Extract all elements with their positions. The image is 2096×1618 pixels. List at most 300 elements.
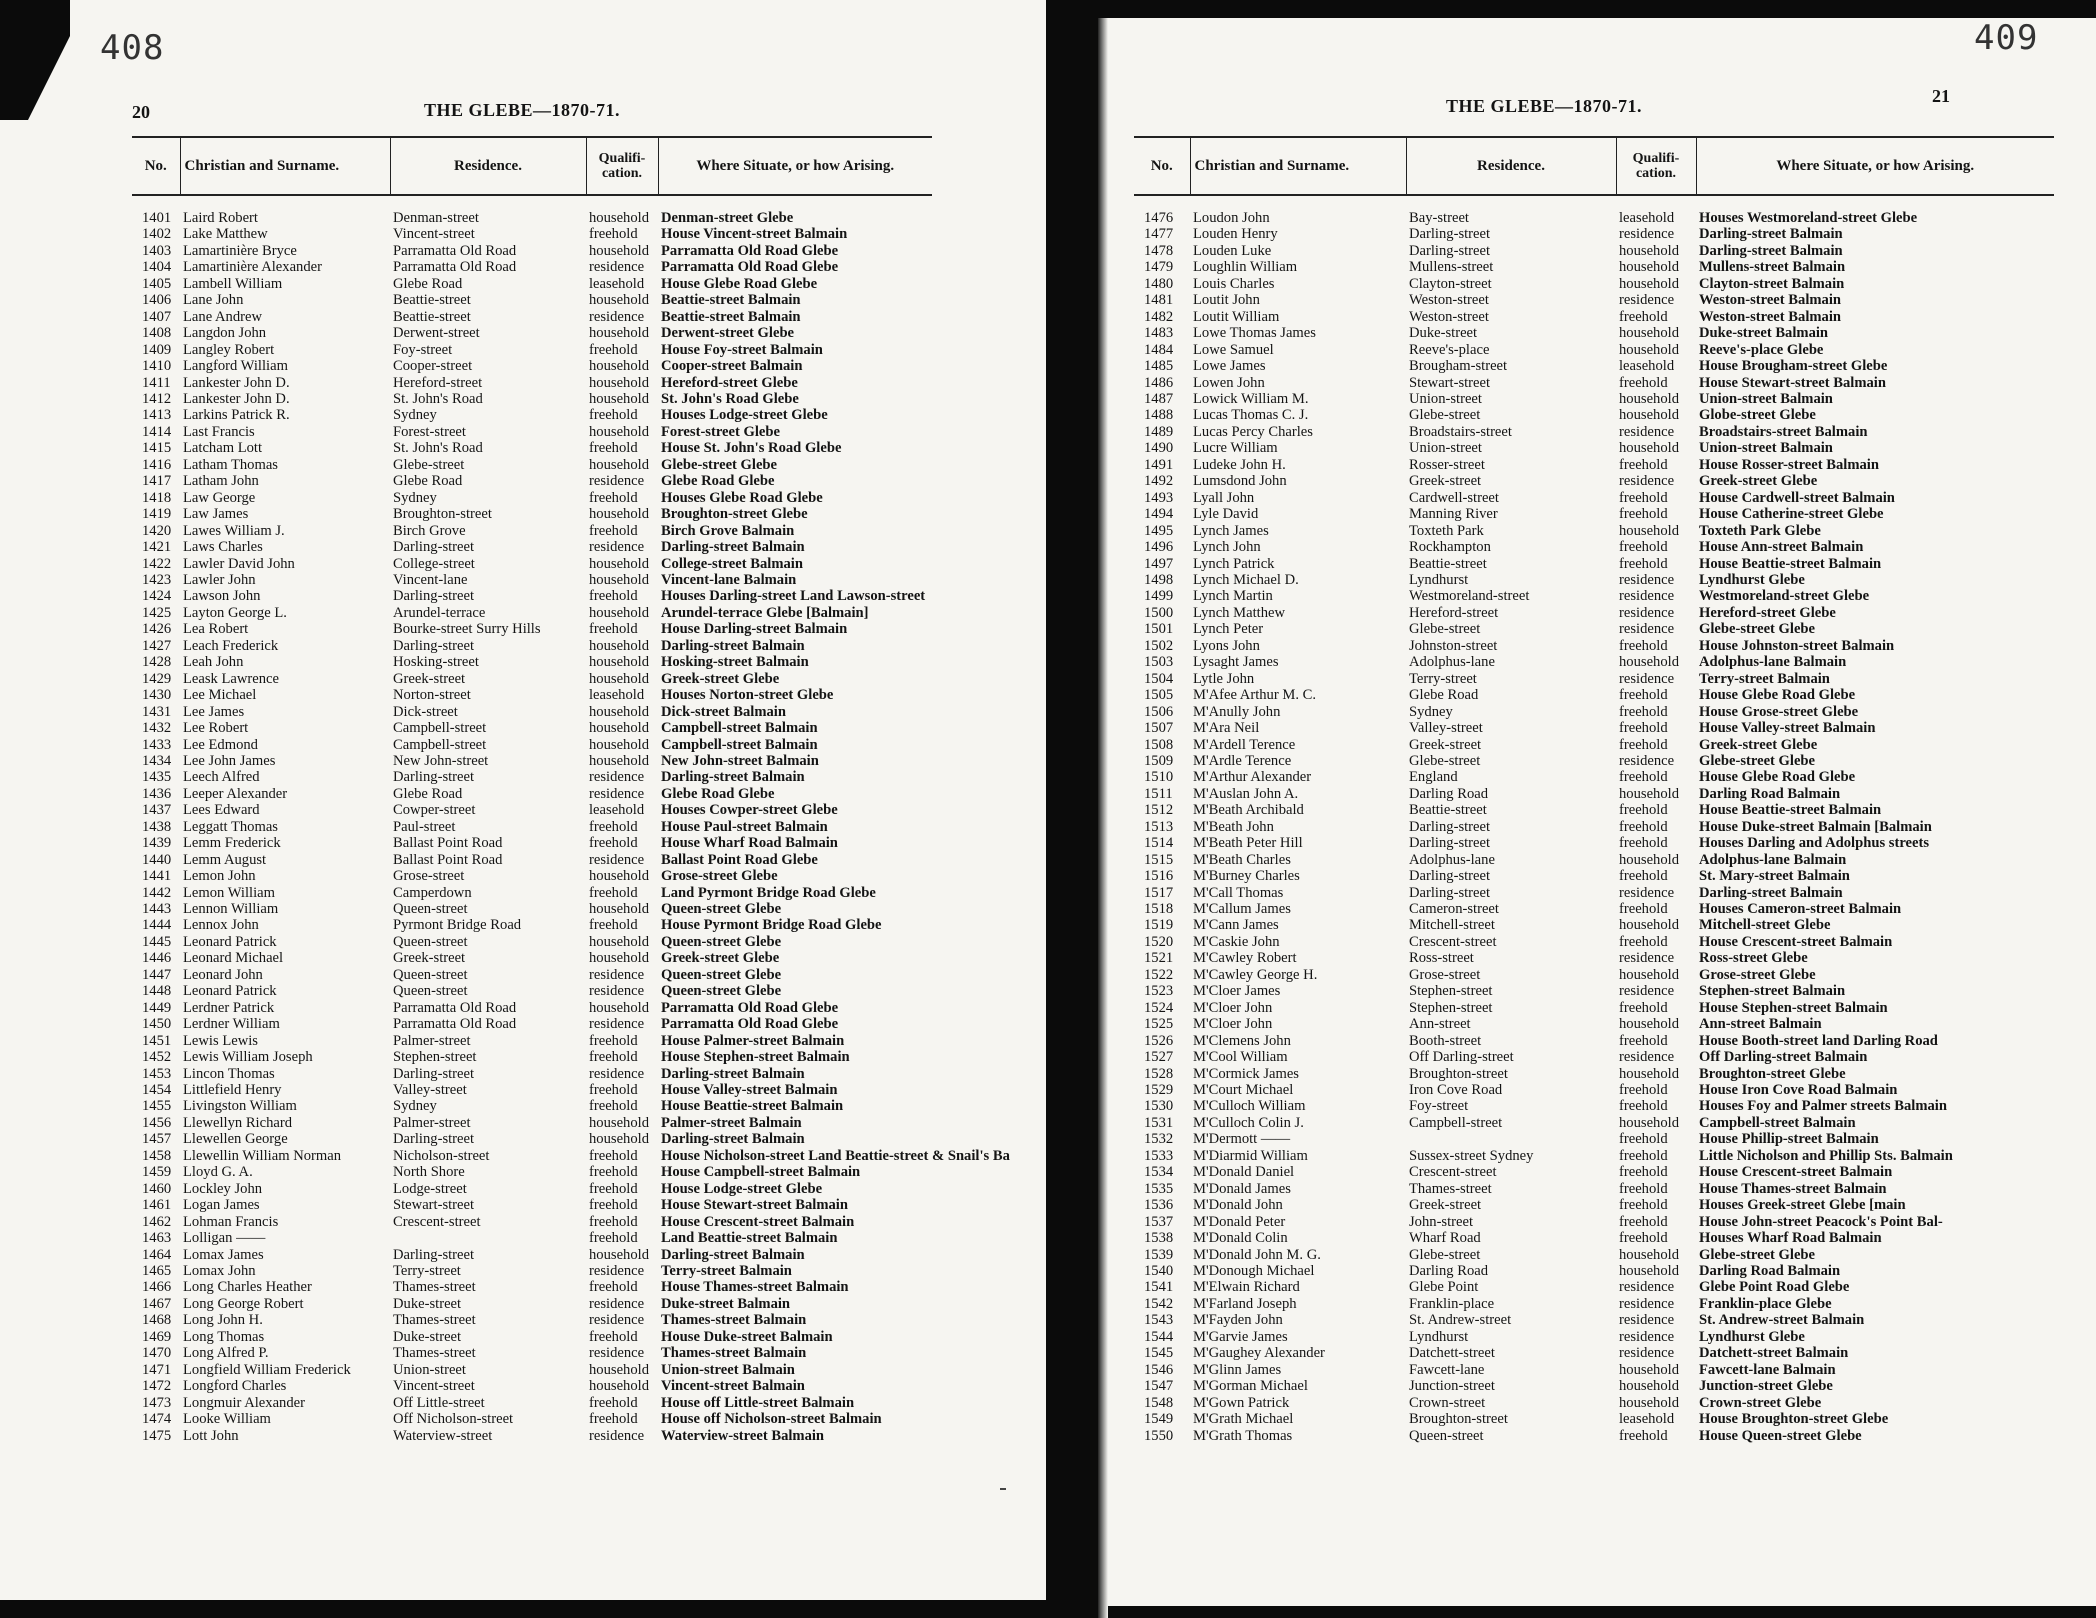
where-situate: Globe-street Glebe [1699, 407, 1816, 424]
folio-number: 409 [1974, 18, 2039, 58]
elector-name: Leggatt Thomas [183, 818, 278, 835]
qualification: household [1619, 242, 1679, 259]
entry-number: 1433 [142, 736, 172, 753]
table-row [132, 1098, 932, 1114]
where-situate: St. Andrew-street Balmain [1699, 1312, 1865, 1329]
table-row [1134, 1131, 2054, 1147]
elector-name: M'Beath Peter Hill [1193, 835, 1303, 852]
qualification: household [1619, 390, 1679, 407]
qualification: residence [589, 473, 645, 490]
elector-name: Lamartinière Alexander [183, 259, 322, 276]
residence: Lyndhurst [1409, 1328, 1469, 1345]
where-situate: College-street Balmain [661, 555, 803, 572]
where-situate: House Darling-street Balmain [661, 621, 848, 638]
entry-number: 1407 [142, 308, 172, 325]
where-situate: Duke-street Balmain [661, 1295, 791, 1312]
qualification: freehold [1619, 1131, 1668, 1148]
entry-number: 1538 [1144, 1230, 1174, 1247]
table-row [132, 588, 932, 604]
where-situate: Darling-street Balmain [1699, 226, 1843, 243]
entry-number: 1540 [1144, 1263, 1174, 1279]
residence: North Shore [393, 1164, 465, 1181]
where-situate: Glebe-street Glebe [1699, 1246, 1816, 1263]
elector-name: Lyons John [1193, 637, 1260, 654]
where-situate: Darling-street Balmain [661, 539, 805, 556]
qualification: freehold [1619, 374, 1668, 391]
elector-name: Lerdner Patrick [183, 999, 275, 1016]
page-title: THE GLEBE—1870-71. [424, 100, 621, 120]
entry-number: 1518 [1144, 901, 1174, 918]
entry-number: 1498 [1144, 571, 1174, 588]
qualification: household [589, 1131, 649, 1148]
elector-name: Lane Andrew [183, 308, 263, 325]
residence: Vincent-street [393, 1378, 475, 1395]
entry-number: 1419 [142, 506, 172, 523]
residence: Denman-street [393, 210, 479, 226]
elector-name: Law James [183, 506, 249, 523]
entry-number: 1461 [142, 1197, 172, 1214]
qualification: freehold [1619, 687, 1668, 704]
where-situate: Darling-street Balmain [661, 637, 805, 654]
where-situate: Houses Lodge-street Glebe [661, 407, 828, 424]
entry-number: 1448 [142, 983, 172, 1000]
entry-number: 1440 [142, 851, 172, 868]
elector-name: Long Alfred P. [183, 1345, 269, 1362]
where-situate: House Beattie-street Balmain [661, 1098, 844, 1115]
page-number: 20 [132, 102, 150, 122]
where-situate: Terry-street Balmain [1699, 670, 1830, 687]
residence: Duke-street [393, 1328, 462, 1345]
table-row [1134, 671, 2054, 687]
residence: Thames-street [393, 1279, 476, 1296]
table-row [1134, 819, 2054, 835]
where-situate: Union-street Balmain [1699, 440, 1833, 457]
residence: Weston-street [1409, 292, 1489, 309]
residence: Thames-street [1409, 1180, 1492, 1197]
where-situate: Parramatta Old Road Glebe [661, 259, 839, 276]
col-header-no: No. [1134, 137, 1190, 195]
entry-number: 1449 [142, 999, 172, 1016]
elector-name: Lomax James [183, 1246, 264, 1263]
qualification: residence [1619, 292, 1675, 309]
table-row [132, 885, 932, 901]
entry-number: 1473 [142, 1394, 172, 1411]
where-situate: House Cardwell-street Balmain [1699, 489, 1895, 506]
elector-name: Latham John [183, 473, 259, 490]
table-row [132, 1378, 932, 1394]
elector-name: M'Elwain Richard [1193, 1279, 1300, 1296]
where-situate: Duke-street Balmain [1699, 325, 1829, 342]
where-situate: Derwent-street Glebe [661, 325, 795, 342]
residence: Thames-street [393, 1345, 476, 1362]
residence: Iron Cove Road [1409, 1082, 1503, 1099]
elector-name: M'Cloer John [1193, 1016, 1273, 1033]
entry-number: 1415 [142, 440, 172, 457]
entry-number: 1431 [142, 703, 172, 720]
table-row [1134, 1197, 2054, 1213]
where-situate: Broughton-street Glebe [1699, 1065, 1846, 1082]
gutter-shadow [1098, 18, 1108, 1618]
entry-number: 1516 [1144, 868, 1174, 885]
elector-name: Longford Charles [183, 1378, 287, 1395]
entry-number: 1523 [1144, 983, 1174, 1000]
table-row [1134, 1033, 2054, 1049]
elector-name: Larkins Patrick R. [183, 407, 290, 424]
residence: Broadstairs-street [1409, 423, 1512, 440]
elector-name: Lane John [183, 292, 244, 309]
residence: Glebe Point [1409, 1279, 1479, 1296]
residence: Crescent-street [1409, 933, 1497, 950]
elector-name: Lynch John [1193, 539, 1261, 556]
qualification: household [589, 506, 649, 523]
elector-name: Loutit John [1193, 292, 1260, 309]
where-situate: Houses Cameron-street Balmain [1699, 901, 1902, 918]
entry-number: 1453 [142, 1065, 172, 1082]
qualification: residence [1619, 1345, 1675, 1362]
where-situate: House Stephen-street Balmain [661, 1049, 850, 1066]
residence: Darling-street [1409, 226, 1491, 243]
where-situate: House Pyrmont Bridge Road Glebe [661, 917, 882, 934]
entry-number: 1446 [142, 950, 172, 967]
qualification: residence [589, 308, 645, 325]
residence: Sydney [393, 1098, 437, 1115]
entry-number: 1544 [1144, 1328, 1174, 1345]
elector-name: Lewis William Joseph [183, 1049, 313, 1066]
table-row [132, 1016, 932, 1032]
where-situate: House Beattie-street Balmain [1699, 802, 1882, 819]
residence: Ballast Point Road [393, 835, 503, 852]
where-situate: House Crescent-street Balmain [1699, 933, 1893, 950]
table-row [1134, 901, 2054, 917]
elector-name: M'Fayden John [1193, 1312, 1283, 1329]
entry-number: 1499 [1144, 588, 1174, 605]
entry-number: 1466 [142, 1279, 172, 1296]
where-situate: St. John's Road Glebe [661, 390, 799, 407]
qualification: freehold [589, 226, 638, 243]
table-row [132, 1082, 932, 1098]
residence: Nicholson-street [393, 1147, 490, 1164]
where-situate: House Paul-street Balmain [661, 818, 828, 835]
residence: Thames-street [393, 1312, 476, 1329]
entry-number: 1471 [142, 1361, 172, 1378]
table-row [1134, 1296, 2054, 1312]
entry-number: 1432 [142, 720, 172, 737]
elector-name: M'Beath John [1193, 818, 1274, 835]
residence: Stephen-street [1409, 983, 1493, 1000]
qualification: household [1619, 407, 1679, 424]
where-situate: House Nicholson-street Land Beattie-street & Snail's Ba [661, 1147, 1010, 1164]
qualification: freehold [1619, 818, 1668, 835]
elector-name: Leach Frederick [183, 637, 279, 654]
entry-number: 1468 [142, 1312, 172, 1329]
residence [1406, 1131, 1616, 1147]
elector-name: Loudon John [1193, 210, 1270, 226]
table-row [132, 704, 932, 720]
table-row [1134, 276, 2054, 292]
elector-name: Lott John [183, 1427, 239, 1444]
table-row [132, 1411, 932, 1427]
residence: Wharf Road [1409, 1230, 1481, 1247]
entry-number: 1409 [142, 341, 172, 358]
residence: Bourke-street Surry Hills [393, 621, 541, 638]
table-row [132, 950, 932, 966]
table-row [132, 1066, 932, 1082]
qualification: household [1619, 1394, 1679, 1411]
where-situate: Darling-street Balmain [1699, 242, 1843, 259]
residence: Parramatta Old Road [393, 259, 517, 276]
elector-name: Loutit William [1193, 308, 1280, 325]
entry-number: 1550 [1144, 1427, 1174, 1444]
qualification: household [589, 390, 649, 407]
register-table [132, 136, 1010, 1444]
elector-name: Lockley John [183, 1180, 263, 1197]
where-situate: House Glebe Road Glebe [1699, 769, 1856, 786]
entry-number: 1549 [1144, 1411, 1174, 1428]
residence: Broughton-street [393, 506, 492, 523]
residence: Queen-street [1409, 1427, 1484, 1444]
qualification: freehold [1619, 933, 1668, 950]
elector-name: Longmuir Alexander [183, 1394, 305, 1411]
qualification: residence [1619, 423, 1675, 440]
table-row [1134, 358, 2054, 374]
entry-number: 1505 [1144, 687, 1174, 704]
where-situate: Parramatta Old Road Glebe [661, 999, 839, 1016]
qualification: freehold [589, 341, 638, 358]
qualification: leasehold [1619, 1411, 1675, 1428]
table-row [132, 1181, 932, 1197]
qualification: residence [589, 1312, 645, 1329]
qualification: freehold [1619, 736, 1668, 753]
where-situate: Thames-street Balmain [661, 1312, 807, 1329]
qualification: household [589, 374, 649, 391]
where-situate: Fawcett-lane Balmain [1699, 1361, 1836, 1378]
residence: Parramatta Old Road [393, 999, 517, 1016]
where-situate: Darling-street Balmain [661, 1131, 805, 1148]
residence: Foy-street [393, 341, 453, 358]
elector-name: Lucas Thomas C. J. [1193, 407, 1309, 424]
where-situate: House Phillip-street Balmain [1699, 1131, 1879, 1148]
table-row [132, 1214, 932, 1230]
elector-name: M'Cloer John [1193, 999, 1273, 1016]
table-row [132, 654, 932, 670]
where-situate: House Crescent-street Balmain [661, 1213, 855, 1230]
qualification: freehold [1619, 1032, 1668, 1049]
residence: Queen-street [393, 966, 468, 983]
residence [390, 1230, 586, 1246]
where-situate: Vincent-lane Balmain [661, 571, 797, 588]
residence: Glebe Road [393, 785, 463, 802]
qualification: residence [589, 539, 645, 556]
elector-name: Lowe James [1193, 358, 1266, 375]
entry-number: 1439 [142, 835, 172, 852]
residence: Darling-street [393, 539, 475, 556]
elector-name: M'Donald James [1193, 1180, 1291, 1197]
where-situate: House Stewart-street Balmain [1699, 374, 1886, 391]
table-row [132, 1345, 932, 1361]
entry-number: 1477 [1144, 226, 1174, 243]
qualification: freehold [1619, 637, 1668, 654]
elector-name: M'Culloch Colin J. [1193, 1114, 1304, 1131]
qualification: freehold [589, 1164, 638, 1181]
entry-number: 1517 [1144, 884, 1174, 901]
residence: Queen-street [393, 933, 468, 950]
residence: Arundel-terrace [393, 604, 486, 621]
elector-name: Long John H. [183, 1312, 263, 1329]
residence: Palmer-street [393, 1032, 471, 1049]
residence: Toxteth Park [1409, 522, 1484, 539]
entry-number: 1546 [1144, 1361, 1174, 1378]
where-situate: Vincent-street Balmain [661, 1378, 805, 1395]
qualification: freehold [589, 407, 638, 424]
where-situate: Greek-street Glebe [1699, 736, 1818, 753]
residence: Darling-street [393, 1131, 475, 1148]
qualification: freehold [589, 588, 638, 605]
where-situate: House Beattie-street Balmain [1699, 555, 1882, 572]
table-row [1134, 621, 2054, 637]
residence: Union-street [393, 1361, 466, 1378]
elector-name: Latcham Lott [183, 440, 263, 457]
residence: Rosser-street [1409, 456, 1485, 473]
elector-name: Lambell William [183, 275, 283, 292]
entry-number: 1423 [142, 571, 172, 588]
elector-name: Last Francis [183, 423, 255, 440]
qualification: household [589, 292, 649, 309]
elector-name: Logan James [183, 1197, 260, 1214]
residence: Booth-street [1409, 1032, 1482, 1049]
table-row [132, 802, 932, 818]
col-header-qualification: Qualifi-cation. [586, 137, 658, 195]
entry-number: 1535 [1144, 1180, 1174, 1197]
where-situate: Darling-street Balmain [661, 769, 805, 786]
elector-name: Lemon William [183, 884, 275, 901]
table-row [132, 983, 932, 999]
entry-number: 1442 [142, 884, 172, 901]
where-situate: Hereford-street Glebe [1699, 604, 1836, 621]
entry-number: 1520 [1144, 933, 1174, 950]
residence: Greek-street [1409, 473, 1482, 490]
entry-number: 1462 [142, 1213, 172, 1230]
residence: Off Nicholson-street [393, 1411, 514, 1428]
residence: Darling-street [1409, 818, 1491, 835]
entry-number: 1411 [142, 374, 171, 391]
elector-name: Lea Robert [183, 621, 249, 638]
where-situate: Little Nicholson and Phillip Sts. Balmain [1699, 1147, 1953, 1164]
qualification: household [589, 703, 649, 720]
where-situate: Ballast Point Road Glebe [661, 851, 818, 868]
where-situate: House Valley-street Balmain [661, 1082, 838, 1099]
elector-name: Llewellyn Richard [183, 1114, 293, 1131]
elector-name: M'Burney Charles [1193, 868, 1300, 885]
elector-name: Lyall John [1193, 489, 1255, 506]
residence: Queen-street [393, 901, 468, 918]
entry-number: 1436 [142, 785, 172, 802]
qualification: household [589, 1361, 649, 1378]
elector-name: Looke William [183, 1411, 271, 1428]
qualification: freehold [1619, 489, 1668, 506]
table-row [1134, 687, 2054, 703]
table-row [1134, 885, 2054, 901]
qualification: residence [1619, 1312, 1675, 1329]
qualification: freehold [1619, 1230, 1668, 1247]
elector-name: Lennon William [183, 901, 279, 918]
residence: Glebe Road [393, 275, 463, 292]
entry-number: 1456 [142, 1114, 172, 1131]
residence: Johnston-street [1409, 637, 1498, 654]
qualification: freehold [1619, 1098, 1668, 1115]
where-situate: Weston-street Balmain [1699, 308, 1842, 325]
entry-number: 1420 [142, 522, 172, 539]
where-situate: Darling-street Balmain [1699, 884, 1843, 901]
entry-number: 1463 [142, 1230, 172, 1247]
residence: Parramatta Old Road [393, 1016, 517, 1033]
qualification: freehold [1619, 1082, 1668, 1099]
entry-number: 1421 [142, 539, 172, 556]
header-row [132, 137, 932, 195]
qualification: freehold [589, 522, 638, 539]
qualification: household [589, 1246, 649, 1263]
elector-name: Lerdner William [183, 1016, 280, 1033]
elector-name: Llewellen George [183, 1131, 288, 1148]
entry-number: 1548 [1144, 1394, 1174, 1411]
table-row [132, 440, 932, 456]
where-situate: Houses Foy and Palmer streets Balmain [1699, 1098, 1947, 1115]
table-row [132, 226, 932, 242]
elector-name: Layton George L. [183, 604, 287, 621]
where-situate: Parramatta Old Road Glebe [661, 1016, 839, 1033]
elector-name: M'Dermott —— [1193, 1131, 1291, 1148]
elector-name: M'Cool William [1193, 1049, 1288, 1066]
table-row [1134, 802, 2054, 818]
table-row [132, 786, 932, 802]
entry-number: 1405 [142, 275, 172, 292]
where-situate: House Stephen-street Balmain [1699, 999, 1888, 1016]
entry-number: 1458 [142, 1147, 172, 1164]
elector-name: Lynch Martin [1193, 588, 1273, 605]
table-row [132, 309, 932, 325]
qualification: household [589, 358, 649, 375]
entry-number: 1428 [142, 654, 172, 671]
table-row [1134, 1345, 2054, 1361]
elector-name: Lucas Percy Charles [1193, 423, 1313, 440]
elector-name: Leonard Patrick [183, 933, 277, 950]
qualification: residence [589, 983, 645, 1000]
qualification: residence [1619, 670, 1675, 687]
elector-name: M'Ara Neil [1193, 720, 1260, 737]
qualification: residence [589, 851, 645, 868]
entry-number: 1450 [142, 1016, 172, 1033]
entry-number: 1464 [142, 1246, 172, 1263]
table-row [1134, 1098, 2054, 1114]
where-situate: House Crescent-street Balmain [1699, 1164, 1893, 1181]
elector-name: Lee John James [183, 752, 276, 769]
qualification: household [1619, 917, 1679, 934]
entry-number: 1451 [142, 1032, 172, 1049]
table-row [1134, 259, 2054, 275]
elector-name: Lomax John [183, 1263, 256, 1279]
elector-name: Langford William [183, 358, 288, 375]
where-situate: Denman-street Glebe [661, 210, 794, 226]
table-row [1134, 638, 2054, 654]
table-row [132, 342, 932, 358]
table-row [132, 638, 932, 654]
residence: Broughton-street [1409, 1411, 1508, 1428]
qualification: residence [1619, 1295, 1675, 1312]
table-row [1134, 539, 2054, 555]
qualification: household [589, 604, 649, 621]
entry-number: 1427 [142, 637, 172, 654]
where-situate: Houses Darling and Adolphus streets [1699, 835, 1930, 852]
entry-number: 1496 [1144, 539, 1174, 556]
